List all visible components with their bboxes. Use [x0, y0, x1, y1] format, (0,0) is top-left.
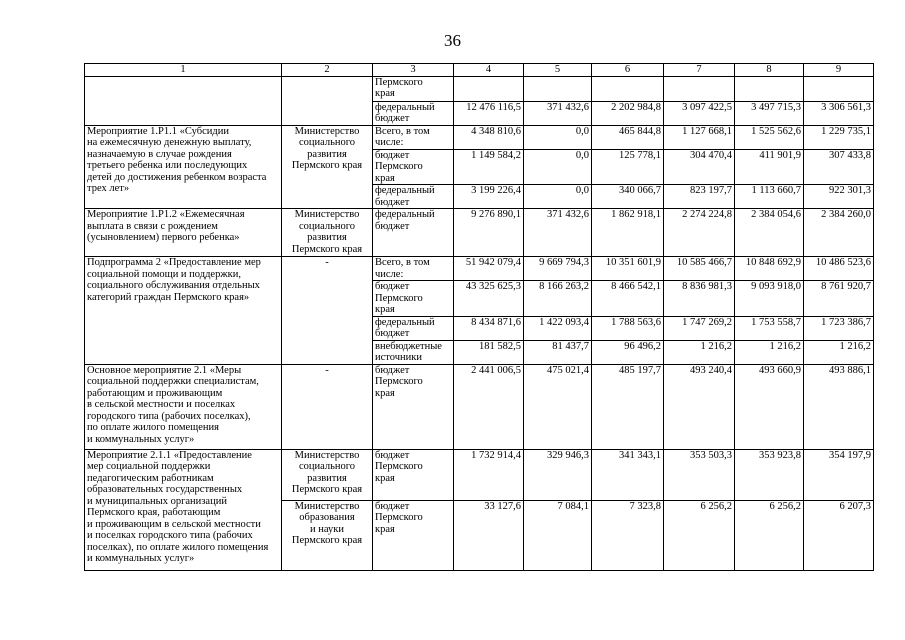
amount-cell: 181 582,5 — [454, 340, 524, 364]
column-header: 4 — [454, 64, 524, 77]
table-row — [85, 257, 874, 281]
amount-cell: 3 497 715,3 — [735, 101, 804, 125]
amount-cell: 4 348 810,6 — [454, 125, 524, 149]
table-row — [85, 364, 874, 449]
amount-cell: 371 432,6 — [524, 101, 592, 125]
amount-cell: 0,0 — [524, 149, 592, 185]
amount-cell: 1 723 386,7 — [804, 316, 874, 340]
program-name: Подпрограмма 2 «Предоставление мер социальной помощи и поддержки, социального обслуживания отдельных категорий граждан Пермского края» — [85, 257, 282, 365]
responsible-executor: - — [282, 364, 373, 449]
amount-cell: 1 422 093,4 — [524, 316, 592, 340]
amount-cell: 10 351 601,9 — [592, 257, 664, 281]
responsible-executor: - — [282, 257, 373, 365]
amount-cell: 12 476 116,5 — [454, 101, 524, 125]
column-header: 9 — [804, 64, 874, 77]
funding-source: бюджет Пермского края — [373, 449, 454, 500]
table-row — [85, 449, 874, 500]
amount-cell: 493 240,4 — [664, 364, 735, 449]
column-header: 6 — [592, 64, 664, 77]
amount-cell: 1 229 735,1 — [804, 125, 874, 149]
program-name — [85, 76, 282, 125]
amount-cell: 354 197,9 — [804, 449, 874, 500]
table-row — [85, 76, 874, 101]
amount-cell: 1 753 558,7 — [735, 316, 804, 340]
amount-cell: 2 384 054,6 — [735, 209, 804, 257]
amount-cell: 33 127,6 — [454, 500, 524, 570]
amount-cell: 1 149 584,2 — [454, 149, 524, 185]
program-name: Мероприятие 2.1.1 «Предоставление мер социальной поддержки педагогическим работникам образовательных государственных и муниципальных организаций Пермского края, работающим и проживающим в сельской местности и поселках городского типа (рабочих поселках), по оплате жилого помещения и коммунальных услуг» — [85, 449, 282, 570]
amount-cell: 6 256,2 — [664, 500, 735, 570]
amount-cell: 922 301,3 — [804, 185, 874, 209]
amount-cell: 465 844,8 — [592, 125, 664, 149]
column-header: 7 — [664, 64, 735, 77]
amount-cell: 7 323,8 — [592, 500, 664, 570]
amount-cell: 1 127 668,1 — [664, 125, 735, 149]
column-header: 1 — [85, 64, 282, 77]
amount-cell: 329 946,3 — [524, 449, 592, 500]
amount-cell: 1 216,2 — [664, 340, 735, 364]
amount-cell: 1 747 269,2 — [664, 316, 735, 340]
amount-cell — [804, 76, 874, 101]
amount-cell — [735, 76, 804, 101]
amount-cell: 10 585 466,7 — [664, 257, 735, 281]
amount-cell: 411 901,9 — [735, 149, 804, 185]
budget-table — [84, 63, 874, 571]
amount-cell: 9 093 918,0 — [735, 281, 804, 317]
amount-cell: 340 066,7 — [592, 185, 664, 209]
amount-cell: 3 306 561,3 — [804, 101, 874, 125]
table-row — [85, 125, 874, 149]
column-header: 2 — [282, 64, 373, 77]
responsible-executor: Министерство социального развития Пермского края — [282, 449, 373, 500]
amount-cell: 8 836 981,3 — [664, 281, 735, 317]
amount-cell: 371 432,6 — [524, 209, 592, 257]
amount-cell — [454, 76, 524, 101]
amount-cell: 7 084,1 — [524, 500, 592, 570]
amount-cell: 10 848 692,9 — [735, 257, 804, 281]
amount-cell: 304 470,4 — [664, 149, 735, 185]
amount-cell: 9 669 794,3 — [524, 257, 592, 281]
amount-cell: 341 343,1 — [592, 449, 664, 500]
amount-cell: 493 886,1 — [804, 364, 874, 449]
amount-cell: 1 732 914,4 — [454, 449, 524, 500]
responsible-executor: Министерство социального развития Пермского края — [282, 125, 373, 209]
amount-cell: 1 113 660,7 — [735, 185, 804, 209]
amount-cell: 8 466 542,1 — [592, 281, 664, 317]
amount-cell: 353 923,8 — [735, 449, 804, 500]
amount-cell — [524, 76, 592, 101]
responsible-executor: Министерство образования и науки Пермского края — [282, 500, 373, 570]
amount-cell: 1 862 918,1 — [592, 209, 664, 257]
column-header: 5 — [524, 64, 592, 77]
amount-cell: 823 197,7 — [664, 185, 735, 209]
amount-cell: 125 778,1 — [592, 149, 664, 185]
amount-cell: 485 197,7 — [592, 364, 664, 449]
header-row — [85, 64, 874, 77]
amount-cell: 96 496,2 — [592, 340, 664, 364]
amount-cell: 1 788 563,6 — [592, 316, 664, 340]
amount-cell: 0,0 — [524, 185, 592, 209]
column-header: 8 — [735, 64, 804, 77]
amount-cell: 1 216,2 — [804, 340, 874, 364]
amount-cell: 493 660,9 — [735, 364, 804, 449]
program-name: Основное мероприятие 2.1 «Меры социальной поддержки специалистам, работающим и проживающим в сельской местности и поселках городского типа (рабочих поселках), по оплате жилого помещения и коммунальных услуг» — [85, 364, 282, 449]
amount-cell: 2 441 006,5 — [454, 364, 524, 449]
responsible-executor — [282, 76, 373, 125]
amount-cell: 3 199 226,4 — [454, 185, 524, 209]
amount-cell: 3 097 422,5 — [664, 101, 735, 125]
funding-source: федеральный бюджет — [373, 185, 454, 209]
program-name: Мероприятие 1.Р1.2 «Ежемесячная выплата в связи с рождением (усыновлением) первого ребенка» — [85, 209, 282, 257]
amount-cell: 9 276 890,1 — [454, 209, 524, 257]
funding-source: бюджет Пермского края — [373, 364, 454, 449]
amount-cell: 2 274 224,8 — [664, 209, 735, 257]
funding-source: Всего, в том числе: — [373, 125, 454, 149]
responsible-executor: Министерство социального развития Пермского края — [282, 209, 373, 257]
amount-cell: 353 503,3 — [664, 449, 735, 500]
amount-cell: 6 256,2 — [735, 500, 804, 570]
amount-cell: 8 166 263,2 — [524, 281, 592, 317]
funding-source: Пермского края — [373, 76, 454, 101]
amount-cell: 8 761 920,7 — [804, 281, 874, 317]
amount-cell — [592, 76, 664, 101]
program-name: Мероприятие 1.Р1.1 «Субсидии на ежемесячную денежную выплату, назначаемую в случае рождения третьего ребенка или последующих детей до достижения ребенком возраста трех лет» — [85, 125, 282, 209]
column-header: 3 — [373, 64, 454, 77]
amount-cell: 475 021,4 — [524, 364, 592, 449]
amount-cell: 43 325 625,3 — [454, 281, 524, 317]
funding-source: бюджет Пермского края — [373, 149, 454, 185]
amount-cell: 8 434 871,6 — [454, 316, 524, 340]
funding-source: федеральный бюджет — [373, 101, 454, 125]
amount-cell: 6 207,3 — [804, 500, 874, 570]
amount-cell: 10 486 523,6 — [804, 257, 874, 281]
funding-source: бюджет Пермского края — [373, 500, 454, 570]
amount-cell: 307 433,8 — [804, 149, 874, 185]
amount-cell: 1 216,2 — [735, 340, 804, 364]
funding-source: федеральный бюджет — [373, 209, 454, 257]
page-number: 36 — [444, 31, 461, 50]
table-row — [85, 209, 874, 257]
amount-cell: 1 525 562,6 — [735, 125, 804, 149]
amount-cell — [664, 76, 735, 101]
funding-source: федеральный бюджет — [373, 316, 454, 340]
funding-source: внебюджетные источники — [373, 340, 454, 364]
amount-cell: 0,0 — [524, 125, 592, 149]
amount-cell: 81 437,7 — [524, 340, 592, 364]
funding-source: Всего, в том числе: — [373, 257, 454, 281]
amount-cell: 2 202 984,8 — [592, 101, 664, 125]
amount-cell: 51 942 079,4 — [454, 257, 524, 281]
amount-cell: 2 384 260,0 — [804, 209, 874, 257]
funding-source: бюджет Пермского края — [373, 281, 454, 317]
